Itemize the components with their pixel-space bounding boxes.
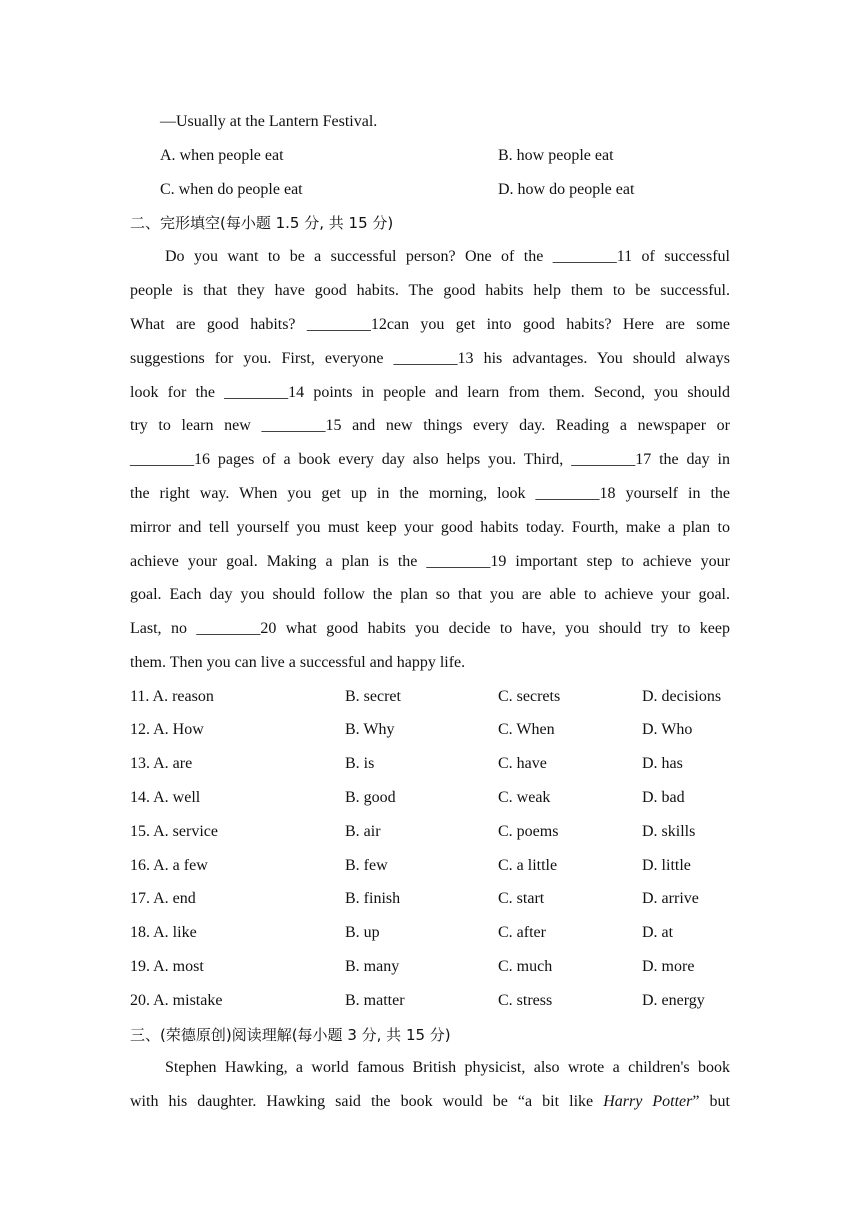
section-heading-reading: 三、(荣德原创)阅读理解(每小题 3 分, 共 15 分): [130, 1026, 451, 1044]
passage-line: ________16 pages of a book every day also helps you. Third, ________17 the day in: [130, 451, 730, 468]
section-heading-cloze: 二、完形填空(每小题 1.5 分, 共 15 分): [130, 214, 394, 232]
option-c: C. after: [498, 924, 546, 941]
option-b: B. many: [345, 958, 400, 975]
option-a: 11. A. reason: [130, 688, 214, 705]
passage-line: goal. Each day you should follow the plan so that you are able to achieve your goal.: [130, 586, 730, 603]
option-b: B. finish: [345, 890, 401, 907]
option-c: C. secrets: [498, 688, 561, 705]
option-c: C. weak: [498, 789, 551, 806]
option-b: B. Why: [345, 721, 395, 738]
option-a: 19. A. most: [130, 958, 204, 975]
option-d: D. skills: [642, 823, 696, 840]
option-a: 20. A. mistake: [130, 992, 223, 1009]
option-d: D. arrive: [642, 890, 699, 907]
passage-line: Last, no ________20 what good habits you decide to have, you should try to keep: [130, 620, 730, 637]
option-a: 12. A. How: [130, 721, 204, 738]
option-c: C. start: [498, 890, 545, 907]
option-c: C. a little: [498, 857, 558, 874]
option-a: 13. A. are: [130, 755, 193, 772]
option-a: 17. A. end: [130, 890, 196, 907]
option-c: C. poems: [498, 823, 559, 840]
option-b: B. up: [345, 924, 380, 941]
option-d: D. decisions: [642, 688, 722, 705]
passage-line: people is that they have good habits. The good habits help them to be successful.: [130, 282, 730, 299]
option-c: C. when do people eat: [160, 181, 303, 198]
option-b: B. air: [345, 823, 381, 840]
option-c: C. have: [498, 755, 547, 772]
option-d: D. bad: [642, 789, 685, 806]
option-d: D. little: [642, 857, 691, 874]
option-c: C. stress: [498, 992, 553, 1009]
option-a: 15. A. service: [130, 823, 218, 840]
reading-text: with his daughter. Hawking said the book would be “a bit like: [130, 1093, 604, 1110]
option-d: D. Who: [642, 721, 693, 738]
option-b: B. secret: [345, 688, 401, 705]
passage-line: try to learn new ________15 and new things every day. Reading a newspaper or: [130, 417, 730, 434]
option-c: C. much: [498, 958, 553, 975]
option-a: 16. A. a few: [130, 857, 208, 874]
option-b: B. is: [345, 755, 375, 772]
passage-line: look for the ________14 points in people and learn from them. Second, you should: [130, 384, 730, 401]
option-a: 14. A. well: [130, 789, 201, 806]
option-d: D. how do people eat: [498, 181, 635, 198]
option-b: B. how people eat: [498, 147, 614, 164]
option-b: B. good: [345, 789, 396, 806]
option-d: D. has: [642, 755, 683, 772]
answer-line: —Usually at the Lantern Festival.: [160, 113, 378, 130]
option-d: D. at: [642, 924, 674, 941]
option-b: B. matter: [345, 992, 405, 1009]
book-title: Harry Potter: [603, 1093, 693, 1110]
passage-line: mirror and tell yourself you must keep your good habits today. Fourth, make a plan to: [130, 519, 730, 536]
option-d: D. more: [642, 958, 695, 975]
option-b: B. few: [345, 857, 388, 874]
passage-line: them. Then you can live a successful and happy life.: [130, 654, 466, 671]
reading-passage-line: [130, 1092, 730, 1112]
reading-text: ” but: [692, 1093, 731, 1110]
option-c: C. When: [498, 721, 555, 738]
passage-line: achieve your goal. Making a plan is the ________19 important step to achieve your: [130, 553, 730, 570]
passage-line: Do you want to be a successful person? One of the ________11 of successful: [165, 248, 730, 265]
passage-line: suggestions for you. First, everyone ________13 his advantages. You should always: [130, 350, 730, 367]
option-a: A. when people eat: [160, 147, 284, 164]
option-a: 18. A. like: [130, 924, 197, 941]
passage-line: the right way. When you get up in the morning, look ________18 yourself in the: [130, 485, 730, 502]
passage-line: What are good habits? ________12can you get into good habits? Here are some: [130, 316, 730, 333]
reading-passage-line: Stephen Hawking, a world famous British physicist, also wrote a children's book: [165, 1059, 730, 1076]
option-d: D. energy: [642, 992, 705, 1009]
